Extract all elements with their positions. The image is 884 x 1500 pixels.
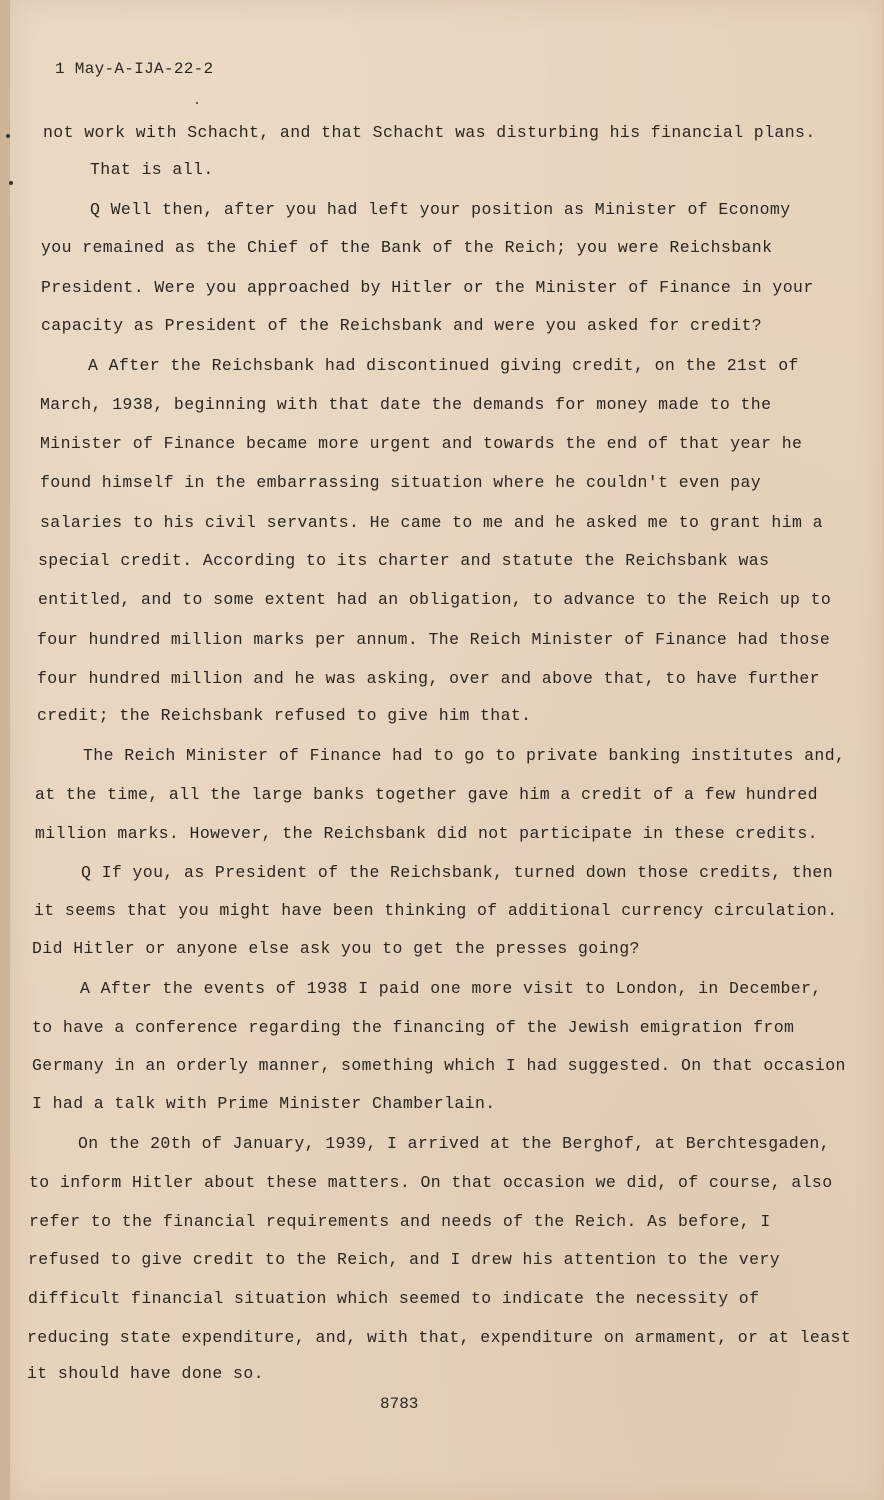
margin-dot: [6, 134, 10, 138]
text-line: refer to the financial requirements and needs of the Reich. As before, I: [29, 1212, 771, 1231]
text-line: to have a conference regarding the financing of the Jewish emigration from: [32, 1018, 795, 1037]
text-line: million marks. However, the Reichsbank did not participate in these credits.: [35, 824, 818, 843]
text-line: reducing state expenditure, and, with that, expenditure on armament, or at least: [27, 1328, 852, 1347]
page-edge: [0, 0, 10, 1500]
text-line: Q Well then, after you had left your position as Minister of Economy: [90, 200, 791, 219]
text-line: A After the Reichsbank had discontinued giving credit, on the 21st of: [88, 356, 799, 375]
text-line: credit; the Reichsbank refused to give him that.: [37, 706, 532, 725]
text-line: to inform Hitler about these matters. On that occasion we did, of course, also: [29, 1173, 833, 1192]
document-page: [10, 0, 882, 1500]
text-line: salaries to his civil servants. He came to me and he asked me to grant him a: [40, 513, 823, 532]
text-line: Q If you, as President of the Reichsbank, turned down those credits, then: [81, 863, 834, 882]
text-line: entitled, and to some extent had an obligation, to advance to the Reich up to: [38, 590, 832, 609]
document-reference: 1 May-A-IJA-22-2: [55, 60, 214, 78]
text-line: found himself in the embarrassing situation where he couldn't even pay: [40, 473, 762, 492]
text-line: four hundred million marks per annum. The Reich Minister of Finance had those: [37, 630, 831, 649]
page-number: 8783: [380, 1395, 419, 1413]
text-line: March, 1938, beginning with that date the demands for money made to the: [40, 395, 772, 414]
text-line: not work with Schacht, and that Schacht was disturbing his financial plans.: [43, 123, 816, 142]
text-line: it should have done so.: [27, 1364, 264, 1383]
text-line: Did Hitler or anyone else ask you to get the presses going?: [32, 939, 640, 958]
text-line: it seems that you might have been thinking of additional currency circulation.: [34, 901, 838, 920]
text-line: special credit. According to its charter and statute the Reichsbank was: [38, 551, 770, 570]
text-line: four hundred million and he was asking, over and above that, to have further: [37, 669, 820, 688]
text-line: Germany in an orderly manner, something which I had suggested. On that occasion: [32, 1056, 846, 1075]
text-line: refused to give credit to the Reich, and I drew his attention to the very: [28, 1250, 781, 1269]
text-line: at the time, all the large banks together gave him a credit of a few hundred: [35, 785, 818, 804]
ink-speck: [196, 102, 198, 104]
text-line: The Reich Minister of Finance had to go to private banking institutes and,: [83, 746, 846, 765]
text-line: That is all.: [90, 160, 214, 179]
text-line: you remained as the Chief of the Bank of the Reich; you were Reichsbank: [41, 238, 773, 257]
text-line: capacity as President of the Reichsbank and were you asked for credit?: [41, 316, 763, 335]
margin-dot: [9, 181, 13, 185]
text-line: President. Were you approached by Hitler or the Minister of Finance in your: [41, 278, 814, 297]
text-line: I had a talk with Prime Minister Chamberlain.: [32, 1094, 496, 1113]
text-line: On the 20th of January, 1939, I arrived at the Berghof, at Berchtesgaden,: [78, 1134, 831, 1153]
text-line: A After the events of 1938 I paid one more visit to London, in December,: [80, 979, 822, 998]
text-line: difficult financial situation which seemed to indicate the necessity of: [28, 1289, 760, 1308]
text-line: Minister of Finance became more urgent and towards the end of that year he: [40, 434, 803, 453]
